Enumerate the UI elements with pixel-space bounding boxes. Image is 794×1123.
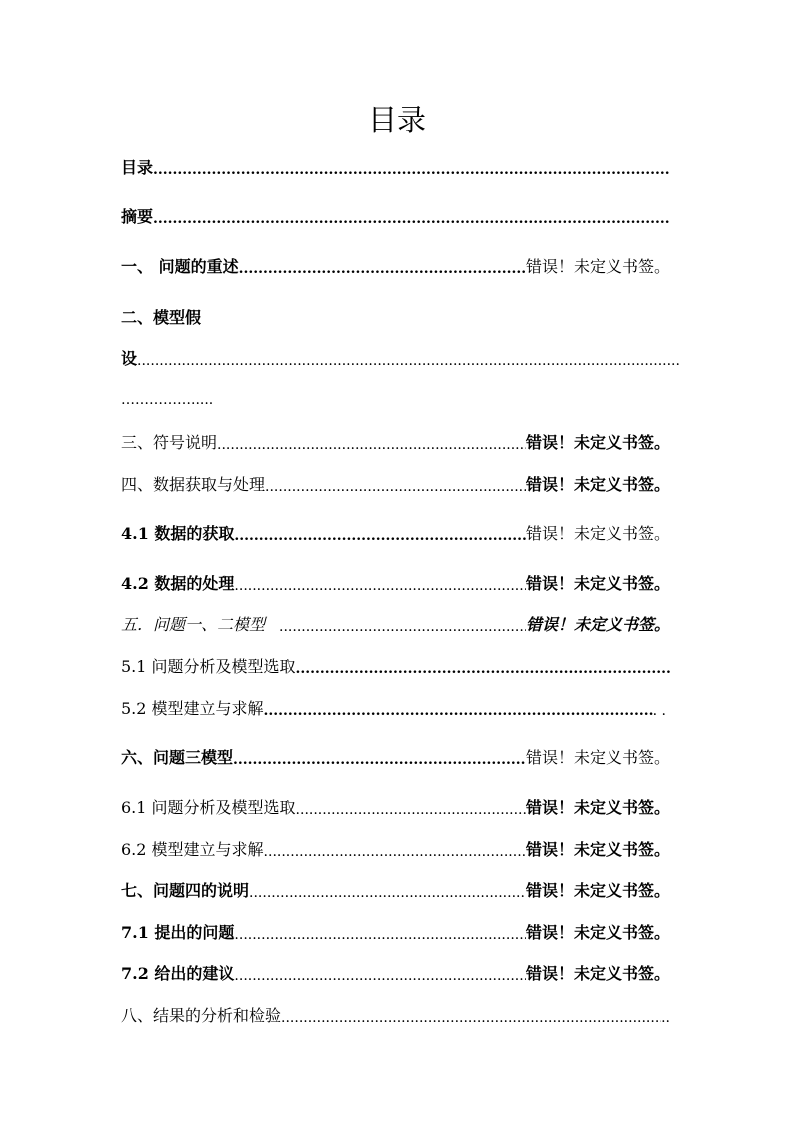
toc-entry-5[interactable] — [121, 609, 670, 635]
leader-dots — [217, 434, 526, 453]
leader-dots — [234, 575, 526, 594]
toc-entry-5-1[interactable] — [121, 651, 670, 677]
toc-entry-label: 5.2 模型建立与求解 — [121, 699, 264, 718]
toc-entry-6-1[interactable] — [121, 792, 670, 818]
toc-entry-4[interactable] — [121, 469, 670, 495]
leader-dots — [239, 258, 526, 277]
toc-entry-label: 6.1 问题分析及模型选取 — [121, 798, 296, 817]
leader-dots — [281, 1007, 661, 1026]
leader-dots — [153, 159, 670, 178]
toc-entry-ref: 错误！未定义书签。 — [525, 964, 670, 983]
toc-entry-2-cont[interactable] — [121, 343, 681, 369]
leader-dots — [137, 350, 681, 369]
toc-entry-ref: 错误！未定义书签。 — [525, 840, 670, 859]
toc-entry-label: 5.1 问题分析及模型选取 — [121, 657, 296, 676]
toc-entry-label: 4.1 数据的获取 — [121, 524, 235, 543]
toc-entry-4-2[interactable] — [121, 568, 670, 594]
toc-entry-label: 一、 问题的重述 — [121, 257, 239, 276]
toc-entry-4-1[interactable] — [121, 518, 670, 544]
toc-entry-mulu[interactable] — [121, 152, 670, 178]
toc-entry-ref: 错误！未定义书签。 — [525, 881, 670, 900]
toc-entry-7-1[interactable] — [121, 917, 670, 943]
leader-dots — [249, 882, 526, 901]
leader-dots — [264, 700, 653, 719]
toc-entry-ref: 错误！未定义书签。 — [525, 798, 670, 817]
toc-entry-label: 八、结果的分析和检验 — [121, 1006, 282, 1025]
toc-entry-label: 二、模型假 — [121, 308, 202, 327]
toc-entry-6[interactable] — [121, 742, 670, 768]
toc-entry-ref: 错误！未定义书签。 — [525, 257, 670, 276]
toc-entry-ref: 错误！未定义书签。 — [525, 475, 670, 494]
toc-entry-label: 三、符号说明 — [121, 433, 218, 452]
toc-entry-label: 6.2 模型建立与求解 — [121, 840, 264, 859]
toc-entry-label: 四、数据获取与处理 — [121, 475, 266, 494]
toc-entry-label: 六、问题三模型 — [121, 748, 234, 767]
toc-entry-ref: 错误！未定义书签。 — [525, 524, 670, 543]
toc-entry-ref: 错误！未定义书签。 — [525, 433, 670, 452]
toc-entry-7-2[interactable] — [121, 958, 670, 984]
toc-entry-5-2[interactable] — [121, 693, 666, 719]
toc-entry-ref: 错误！未定义书签。 — [525, 923, 670, 942]
leader-dots — [279, 616, 526, 635]
leader-dots — [296, 799, 526, 818]
leader-dots — [234, 965, 526, 984]
toc-entry-label: 摘要 — [121, 207, 154, 226]
toc-entry-3[interactable] — [121, 427, 670, 453]
toc-entry-1[interactable] — [121, 251, 670, 277]
toc-entry-label: 4.2 数据的处理 — [121, 574, 235, 593]
leader-dots — [234, 924, 526, 943]
leader-dots — [296, 658, 670, 677]
leader-dots — [233, 749, 526, 768]
toc-entry-2[interactable] — [121, 302, 670, 328]
leader-dots — [265, 476, 526, 495]
toc-entry-8[interactable] — [121, 1000, 670, 1026]
leader-dots — [264, 841, 526, 860]
toc-entry-label: 七、问题四的说明 — [121, 881, 250, 900]
toc-entry-label: 目录 — [121, 158, 154, 177]
toc-entry-ref: 错误！未定义书签。 — [525, 748, 670, 767]
toc-entry-label-cont: 设 — [121, 349, 138, 368]
toc-entry-ref: 错误！未定义书签。 — [525, 615, 670, 634]
leader-dots — [234, 525, 526, 544]
toc-entry-label: 7.2 给出的建议 — [121, 964, 235, 983]
toc-entry-7[interactable] — [121, 875, 670, 901]
toc-entry-ref: 错误！未定义书签。 — [525, 574, 670, 593]
toc-entry-zhaiyao[interactable] — [121, 201, 670, 227]
toc-entry-tail: . . — [652, 703, 666, 719]
toc-entry-2-tail: ……………..... — [121, 392, 214, 408]
toc-entry-tail: .. — [661, 1010, 670, 1026]
leader-dots — [153, 208, 670, 227]
toc-entry-label: 五．问题一、二模型 — [121, 615, 266, 634]
toc-entry-label: 7.1 提出的问题 — [121, 923, 235, 942]
toc-entry-6-2[interactable] — [121, 834, 670, 860]
page-title: 目录 — [367, 103, 426, 137]
